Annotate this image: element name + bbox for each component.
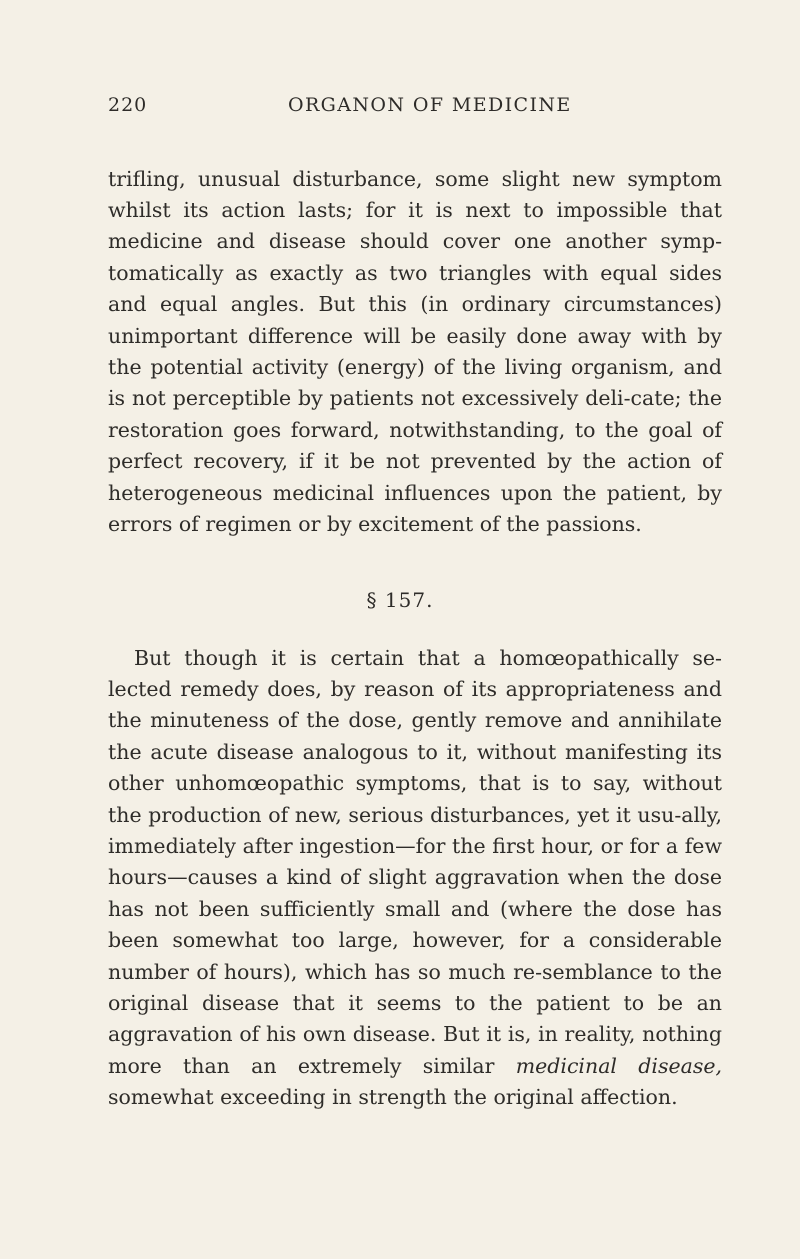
paragraph-text-end: somewhat exceeding in strength the original affection. — [108, 1085, 678, 1110]
section-heading: § 157. — [366, 588, 434, 612]
paragraph-continued: trifling, unusual disturbance, some slight new symptom whilst its action lasts; for it is next to impossible that medicine and disease should cover one another symp-tomatically as exactly as two triangles with equal sides and equal angles. But this (in ordinary circumstances) unimportant difference will be easily done away with by the potential activity (energy) of the living organism, and is not perceptible by patients not excessively deli-cate; the restoration goes forward, notwithstanding, to the goal of perfect recovery, if it be not prevented by the action of heterogeneous medicinal influences upon the patient, by errors of regimen or by excitement of the passions. — [108, 166, 722, 536]
running-header — [108, 94, 720, 124]
running-title: ORGANON OF MEDICINE — [288, 94, 572, 116]
paragraph-text: But though it is certain that a homœopathically se-lected remedy does, by reason of its appropriateness and the minuteness of the dose, gently remove and annihilate the acute disease analogous to it, without manifesting its other unhomœopathic symptoms, that is to say, without the production of new, serious disturbances, yet it usu-ally, immediately after ingestion—for the first hour, or for a few hours—causes a kind of slight aggravation when the dose has not been sufficiently small and (where the dose has been somewhat too large, however, for a considerable number of hours), which has so much re-semblance to the original disease that it seems to the patient to be an aggravation of his own disease. But it is, in reality, nothing more than an extremely similar — [108, 645, 722, 1078]
page-number: 220 — [108, 94, 148, 116]
emphasized-phrase: medicinal disease, — [515, 1053, 722, 1078]
paragraph-section-157 — [108, 643, 722, 1114]
